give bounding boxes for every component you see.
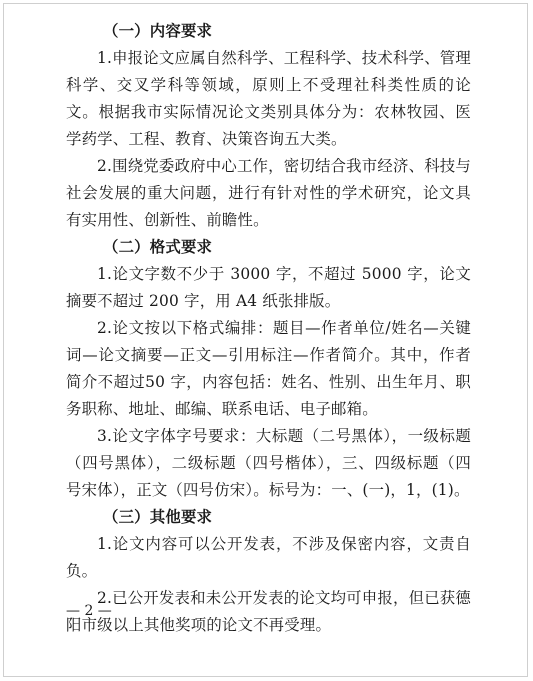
paragraph-format-3: 3.论文字体字号要求：大标题（二号黑体），一级标题（四号黑体），二级标题（四号楷体），三、四级标题（四号宋体），正文（四号仿宋）。标号为：一、(一)，1，(1)。 [66,427,471,499]
paragraph-content-1: 1.申报论文应属自然科学、工程科学、技术科学、管理科学、交叉学科等领域，原则上不受理社科类性质的论文。根据我市实际情况论文类别具体分为：农林牧园、医学药学、工程、教育、决策咨询五大类。 [66,49,471,148]
paragraph-other-2: 2.已公开发表和未公开发表的论文均可申报，但已获德阳市级以上其他奖项的论文不再受理。 [66,589,471,634]
paragraph-format-2: 2.论文按以下格式编排：题目—作者单位/姓名—关键词—论文摘要—正文—引用标注—作者简介。其中，作者简介不超过50 字，内容包括：姓名、性别、出生年月、职务职称、地址、邮编、联系电话、电子邮箱。 [66,319,471,418]
paragraph-other-1: 1.论文内容可以公开发表，不涉及保密内容，文责自负。 [66,535,471,580]
paragraph-format-1: 1.论文字数不少于 3000 字，不超过 5000 字，论文摘要不超过 200 字，用 A4 纸张排版。 [66,265,471,310]
paragraph-content-2: 2.围绕党委政府中心工作，密切结合我市经济、科技与社会发展的重大问题，进行有针对性的学术研究，论文具有实用性、创新性、前瞻性。 [66,157,471,229]
section-heading-other: （三）其他要求 [103,508,213,526]
document-body [66,18,471,639]
section-heading-format: （二）格式要求 [103,238,213,256]
page-number: — 2 — [66,603,112,619]
section-heading-content: （一）内容要求 [103,22,213,40]
